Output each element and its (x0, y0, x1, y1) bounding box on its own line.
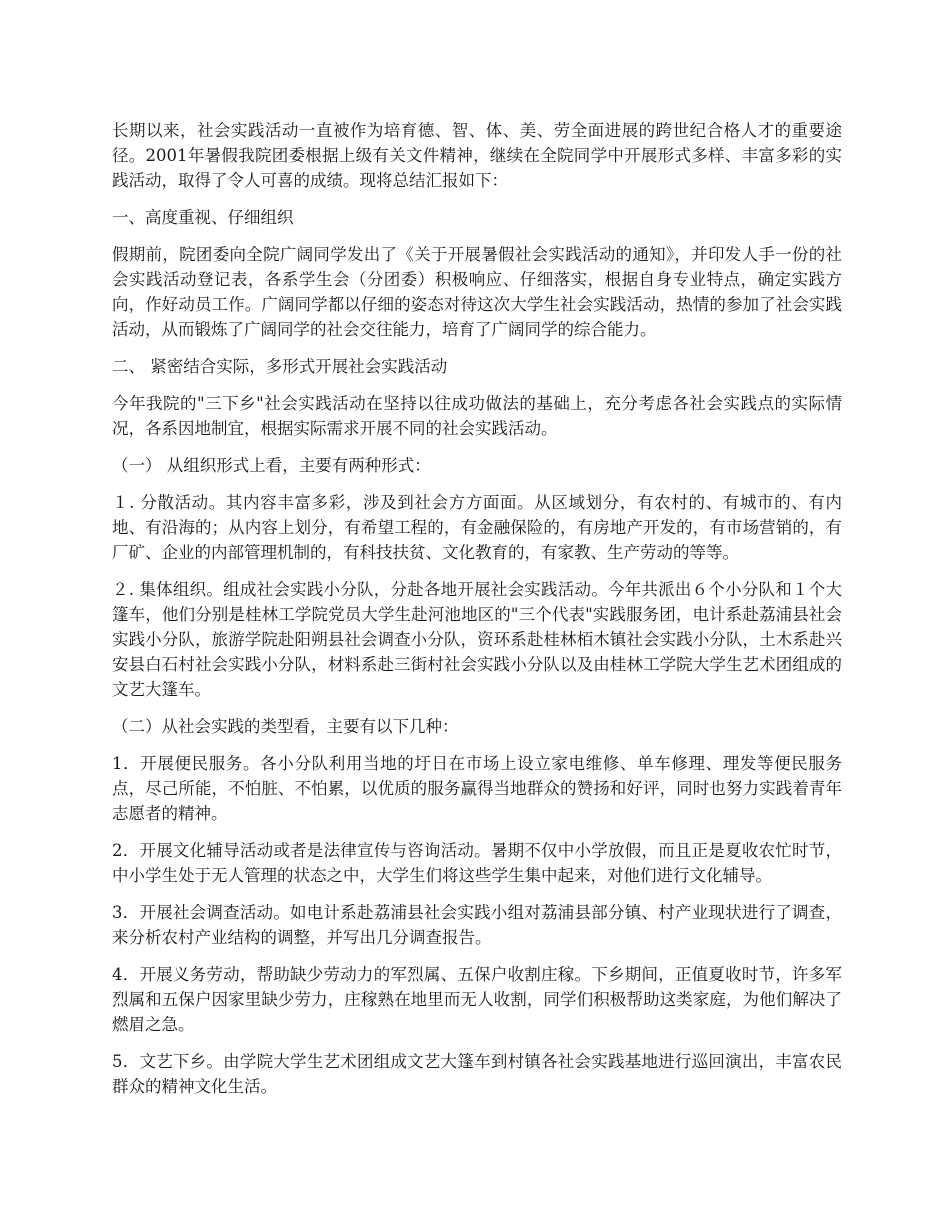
subsection-heading-1: （一） 从组织形式上看，主要有两种形式： (112, 456, 431, 475)
list-item-convenience-service: 1．开展便民服务。各小分队利用当地的圩日在市场上设立家电维修、单车修理、理发等便民服务点，尽己所能，不怕脏、不怕累，以优质的服务赢得当地群众的赞扬和好评，同时也努力实践着青年志愿者的精神。 (112, 754, 842, 823)
list-item-voluntary-labor: 4．开展义务劳动，帮助缺少劳动力的军烈属、五保户收割庄稼。下乡期间，正值夏收时节，许多军烈属和五保户因家里缺少劳力，庄稼熟在地里而无人收割，同学们积极帮助这类家庭，为他们解决了燃眉之急。 (112, 965, 842, 1034)
section-heading-2: 二、 紧密结合实际，多形式开展社会实践活动 (112, 357, 448, 376)
document-body (112, 118, 842, 1111)
list-item-art-tour: 5．文艺下乡。由学院大学生艺术团组成文艺大篷车到村镇各社会实践基地进行巡回演出，丰富农民群众的精神文化生活。 (112, 1052, 842, 1096)
intro-paragraph: 长期以来，社会实践活动一直被作为培育德、智、体、美、劳全面进展的跨世纪合格人才的重要途径。2001年暑假我院团委根据上级有关文件精神，继续在全院同学中开展形式多样、丰富多彩的实践活动，取得了令人可喜的成绩。现将总结汇报如下： (112, 121, 842, 190)
list-item-cultural-tutoring: 2．开展文化辅导活动或者是法律宣传与咨询活动。暑期不仅中小学放假，而且正是夏收农忙时节，中小学生处于无人管理的状态之中，大学生们将这些学生集中起来，对他们进行文化辅导。 (112, 841, 842, 885)
list-item-social-survey: 3．开展社会调查活动。如电计系赴荔浦县社会实践小组对荔浦县部分镇、村产业现状进行了调查，来分析农村产业结构的调整，并写出几分调查报告。 (112, 903, 842, 947)
section-1-paragraph: 假期前，院团委向全院广阔同学发出了《关于开展暑假社会实践活动的通知》，并印发人手一份的社会实践活动登记表，各系学生会（分团委）积极响应、仔细落实，根据自身专业特点，确定实践方向，作好动员工作。广阔同学都以仔细的姿态对待这次大学生社会实践活动，热情的参加了社会实践活动，从而锻炼了广阔同学的社会交往能力，培育了广阔同学的综合能力。 (112, 245, 842, 339)
section-heading-1: 一、高度重视、仔细组织 (112, 208, 294, 227)
subsection-heading-2: （二）从社会实践的类型看，主要有以下几种： (112, 717, 459, 736)
section-2-paragraph: 今年我院的"三下乡"社会实践活动在坚持以往成功做法的基础上，充分考虑各社会实践点的实际情况，各系因地制宜，根据实际需求开展不同的社会实践活动。 (112, 394, 842, 438)
list-item-scattered-activity: １. 分散活动。其内容丰富多彩，涉及到社会方方面面。从区域划分，有农村的、有城市的、有内地、有沿海的；从内容上划分，有希望工程的，有金融保险的，有房地产开发的，有市场营销的，有厂矿、企业的内部管理机制的，有科技扶贫、文化教育的，有家教、生产劳动的等等。 (112, 493, 842, 562)
list-item-collective-organization: ２. 集体组织。组成社会实践小分队，分赴各地开展社会实践活动。今年共派出６个小分队和１个大篷车，他们分别是桂林工学院党员大学生赴河池地区的"三个代表"实践服务团，电计系赴荔浦县社会实践小分队，旅游学院赴阳朔县社会调查小分队，资环系赴桂林栢木镇社会实践小分队，土木系赴兴安县白石村社会实践小分队，材料系赴三街村社会实践小分队以及由桂林工学院大学生艺术团组成的文艺大篷车。 (112, 580, 842, 699)
